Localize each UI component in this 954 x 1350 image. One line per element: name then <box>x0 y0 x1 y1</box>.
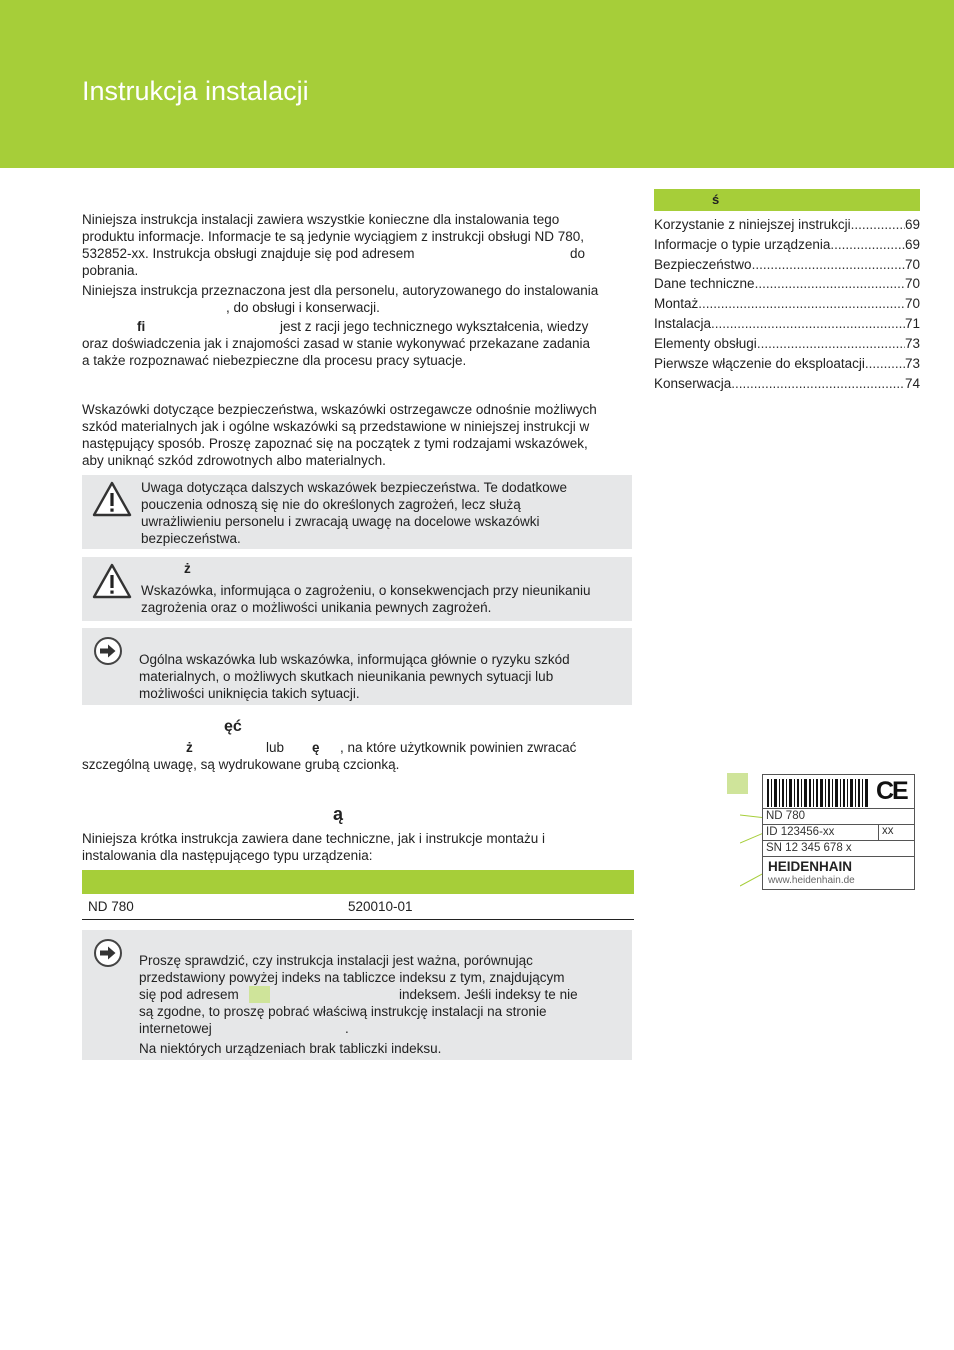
toc-item-label: Montaż <box>654 296 699 311</box>
note-line: indeksem. Jeśli indeksy te nie <box>399 987 578 1002</box>
safety-line: Wskazówki dotyczące bezpieczeństwa, wskazówki ostrzegawcze odnośnie możliwych <box>82 402 597 417</box>
toc-item-page: 69 <box>904 217 920 232</box>
warning-triangle-icon <box>92 481 132 517</box>
note-line: możliwości uniknięcia takich sytuacji. <box>139 686 360 701</box>
id-label-plate <box>762 774 915 890</box>
section-heading-fragment: ą <box>333 804 344 824</box>
note-heading-fragment: ż <box>184 561 191 576</box>
note-line: materialnych, o możliwych skutkach nieunikania pewnych sytuacji lub <box>139 669 554 684</box>
note-line: zagrożenia oraz o możliwości unikania pewnych zagrożeń. <box>141 600 492 615</box>
note-line: Ogólna wskazówka lub wskazówka, informująca głównie o ryzyku szkód <box>139 652 570 667</box>
table-divider <box>82 919 634 920</box>
toc-item-page: 70 <box>904 257 920 272</box>
toc-item[interactable] <box>654 316 920 334</box>
note-line: Uwaga dotycząca dalszych wskazówek bezpieczeństwa. Te dodatkowe <box>141 480 567 495</box>
toc-item-page: 70 <box>904 276 920 291</box>
warning-triangle-icon <box>92 563 132 599</box>
plate-row-serial: SN 12 345 678 x <box>763 840 914 857</box>
arrow-right-icon <box>93 636 123 666</box>
intro-line: jest z racji jego technicznego wykształcenia, wiedzy <box>280 319 589 334</box>
barcode-icon <box>767 779 871 807</box>
toc-item-label: Dane techniczne <box>654 276 755 291</box>
note-line: Na niektórych urządzeniach brak tabliczki indeksu. <box>139 1041 442 1056</box>
toc-item[interactable] <box>654 276 920 294</box>
bold-section-text: szczególną uwagę, są wydrukowane grubą czcionką. <box>82 757 400 772</box>
toc-header <box>654 189 920 211</box>
table-cell-id: 520010-01 <box>348 899 413 914</box>
toc-item-page: 70 <box>904 296 920 311</box>
intro-word-do: do <box>570 246 586 261</box>
table-cell-device: ND 780 <box>88 899 134 914</box>
safety-line: następujący sposób. Proszę zapoznać się na początek z tymi rodzajami wskazówek, <box>82 436 588 451</box>
toc-item-label: Korzystanie z niniejszej instrukcji <box>654 217 851 232</box>
plate-index: xx <box>878 825 894 840</box>
intro-line: a także rozpoznawać niebezpieczne dla procesu pracy sytuacje. <box>82 353 467 368</box>
index-highlight-square <box>249 986 270 1003</box>
note-line: uwrażliwieniu personelu i zwracają uwagę na docelowe wskazówki <box>141 514 540 529</box>
plate-row-brand: HEIDENHAIN www.heidenhain.de <box>763 856 914 889</box>
page-title: Instrukcja instalacji <box>82 76 309 106</box>
note-line: . <box>345 1021 349 1036</box>
callout-marker <box>727 773 748 794</box>
note-line: internetowej <box>139 1021 212 1036</box>
toc-item[interactable] <box>654 257 920 275</box>
note-line: są zgodne, to proszę pobrać właściwą instrukcję instalacji na stronie <box>139 1004 547 1019</box>
toc-item-label: Informacje o typie urządzenia <box>654 237 831 252</box>
note-line: Wskazówka, informująca o zagrożeniu, o konsekwencjach przy nieunikaniu <box>141 583 591 598</box>
note-line: pouczenia odnoszą się nie do określonych zagrożeń, lecz służą <box>141 497 521 512</box>
index-note-box <box>82 930 632 1060</box>
arrow-right-icon <box>93 938 123 968</box>
toc-item[interactable] <box>654 217 920 235</box>
intro-line: oraz doświadczenia jak i znajomości zasad w stanie wykonywać przekazane zadania <box>82 336 591 351</box>
note-line: przedstawiony powyżej indeks na tabliczce indeksu z tym, znajdującym <box>139 970 565 985</box>
toc-item[interactable] <box>654 356 920 374</box>
section-heading-fragment: ęć <box>224 718 242 735</box>
plate-row-id: ID 123456-xx xx <box>763 824 914 841</box>
bold-section-text: lub <box>266 740 285 755</box>
safety-note-box <box>82 475 632 549</box>
toc-item-page: 73 <box>904 356 920 371</box>
intro-line: pobrania. <box>82 263 139 278</box>
bold-section-text: , na które użytkownik powinien zwracać <box>340 740 577 755</box>
intro-line: , do obsługi i konserwacji. <box>226 300 380 315</box>
intro-line: Niniejsza instrukcja instalacji zawiera wszystkie konieczne dla instalowania tego <box>82 212 560 227</box>
toc-item[interactable] <box>654 336 920 354</box>
intro-line: Niniejsza instrukcja przeznaczona jest dla personelu, autoryzowanego do instalowania <box>82 283 599 298</box>
plate-row-model: ND 780 <box>763 808 914 825</box>
toc-item-page: 69 <box>904 237 920 252</box>
ce-mark: CE <box>876 777 907 805</box>
general-note-box <box>82 628 632 705</box>
device-line: instalowania dla następującego typu urządzenia: <box>82 848 373 863</box>
note-line: bezpieczeństwa. <box>141 531 241 546</box>
toc-item[interactable] <box>654 376 920 394</box>
warning-note-box <box>82 557 632 621</box>
intro-line: 532852-xx. Instrukcja obsługi znajduje się pod adresem <box>82 246 415 261</box>
toc-item[interactable] <box>654 237 920 255</box>
toc-item-label: Konserwacja <box>654 376 732 391</box>
intro-line: produktu informacje. Informacje te są jedynie wyciągiem z instrukcji obsługi ND 780, <box>82 229 584 244</box>
bold-fragment: ę <box>312 740 320 755</box>
note-line: się pod adresem <box>139 987 239 1002</box>
safety-line: szkód materialnych jak i ogólne wskazówki są przedstawione w niniejszej instrukcji w <box>82 419 590 434</box>
intro-fragment: fi <box>137 319 146 334</box>
bold-fragment: ż <box>186 740 193 755</box>
safety-line: aby uniknąć szkód zdrowotnych albo materialnych. <box>82 453 386 468</box>
toc-item-page: 74 <box>904 376 920 391</box>
note-line: Proszę sprawdzić, czy instrukcja instalacji jest ważna, porównując <box>139 953 533 968</box>
toc-item-page: 73 <box>904 336 920 351</box>
toc-heading-fragment: ś <box>712 192 720 207</box>
toc-item-label: Elementy obsługi <box>654 336 757 351</box>
toc-item[interactable] <box>654 296 920 314</box>
device-table-header <box>82 870 634 894</box>
toc-item-label: Bezpieczeństwo <box>654 257 752 272</box>
toc-item-page: 71 <box>904 316 920 331</box>
device-line: Niniejsza krótka instrukcja zawiera dane techniczne, jak i instrukcje montażu i <box>82 831 545 846</box>
toc-item-label: Instalacja <box>654 316 712 331</box>
toc-item-label: Pierwsze włączenie do eksploatacji <box>654 356 865 371</box>
